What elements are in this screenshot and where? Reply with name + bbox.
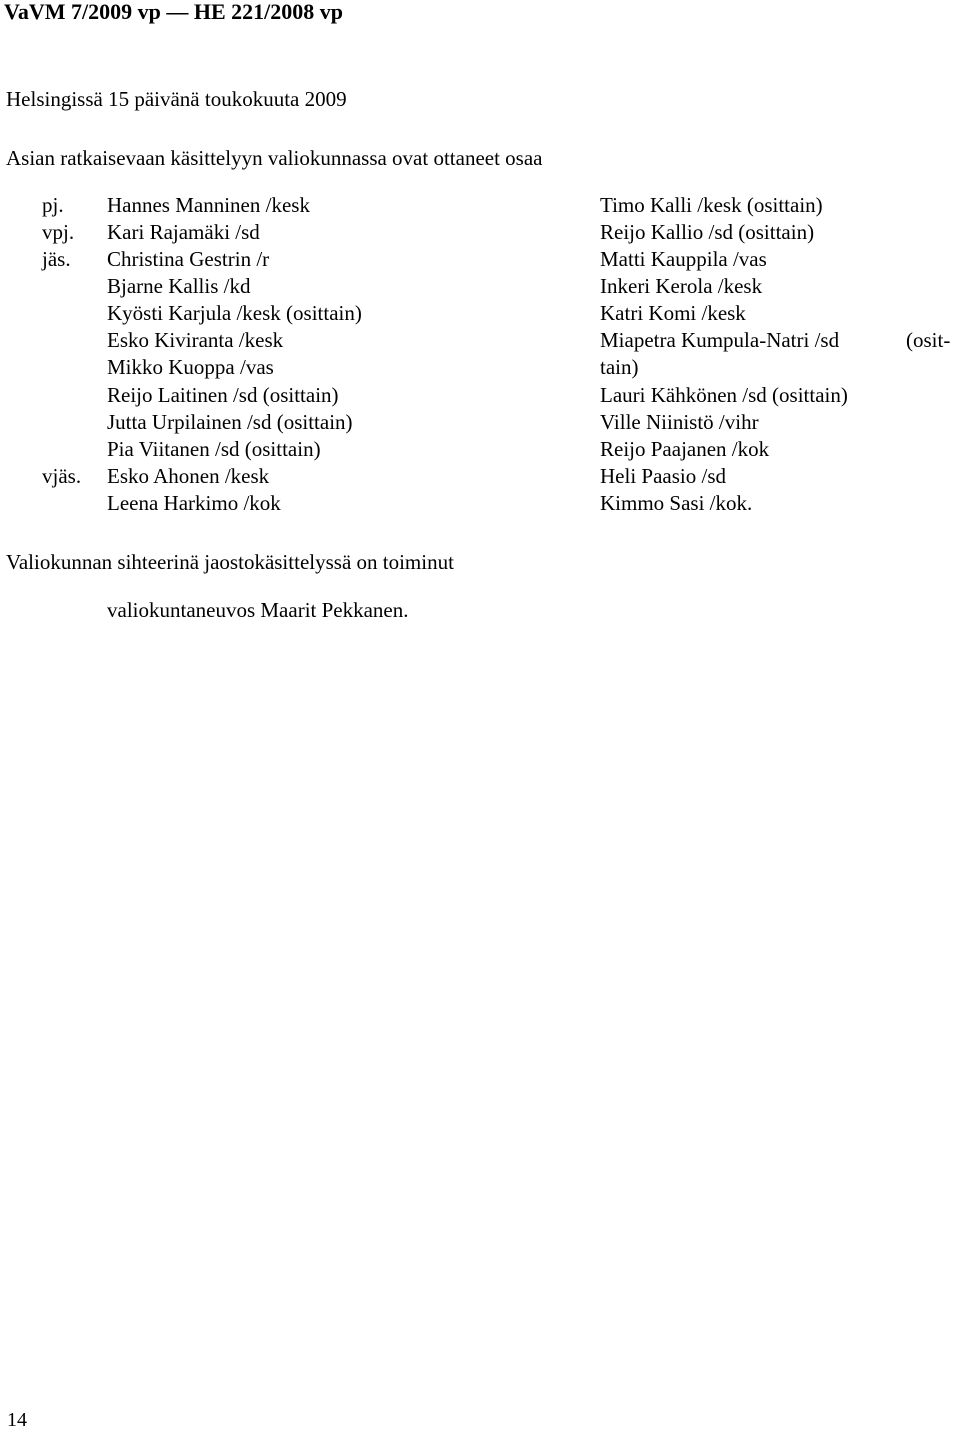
role-deputy: vjäs. [42,464,82,488]
member-left: Esko Kiviranta /kesk [107,328,284,352]
member-right: Matti Kauppila /vas [600,247,767,271]
member-right: Reijo Paajanen /kok [600,437,770,461]
member-left: Bjarne Kallis /kd [107,274,251,298]
member-left: Reijo Laitinen /sd (osittain) [107,383,339,407]
secretary-name: valiokuntaneuvos Maarit Pekkanen. [107,598,409,622]
member-right: Kimmo Sasi /kok. [600,491,753,515]
date-line: Helsingissä 15 päivänä toukokuuta 2009 [6,87,347,111]
member-left: Jutta Urpilainen /sd (osittain) [107,410,353,434]
member-right: Katri Komi /kesk [600,301,746,325]
member-left: Kari Rajamäki /sd [107,220,260,244]
participants-intro: Asian ratkaisevaan käsittelyyn valiokunnassa ovat ottaneet osaa [6,146,543,170]
role-chair: pj. [42,193,64,217]
member-right: Inkeri Kerola /kesk [600,274,763,298]
member-right: Timo Kalli /kesk (osittain) [600,193,823,217]
member-left: Christina Gestrin /r [107,247,270,271]
role-members: jäs. [42,247,71,271]
document-reference: HE 221/2008 vp [193,0,344,24]
member-left: Pia Viitanen /sd (osittain) [107,437,321,461]
member-right-hyphen-part: (osit- [906,328,951,352]
member-right: Heli Paasio /sd [600,464,726,488]
member-left: Mikko Kuoppa /vas [107,355,274,379]
member-left: Kyösti Karjula /kesk (osittain) [107,301,362,325]
role-vice-chair: vpj. [42,220,75,244]
header-dash: — [166,0,189,24]
member-right: Miapetra Kumpula-Natri /sd [600,328,840,352]
member-right: tain) [600,355,639,379]
member-right: Ville Niinistö /vihr [600,410,759,434]
member-left: Hannes Manninen /kesk [107,193,310,217]
member-left: Leena Harkimo /kok [107,491,281,515]
member-right: Reijo Kallio /sd (osittain) [600,220,815,244]
document-header [4,0,343,25]
member-left: Esko Ahonen /kesk [107,464,270,488]
page-number: 14 [7,1409,27,1431]
secretary-intro: Valiokunnan sihteerinä jaostokäsittelyssä on toiminut [6,550,454,574]
member-right: Lauri Kähkönen /sd (osittain) [600,383,848,407]
document-title: VaVM 7/2009 vp [4,0,161,24]
